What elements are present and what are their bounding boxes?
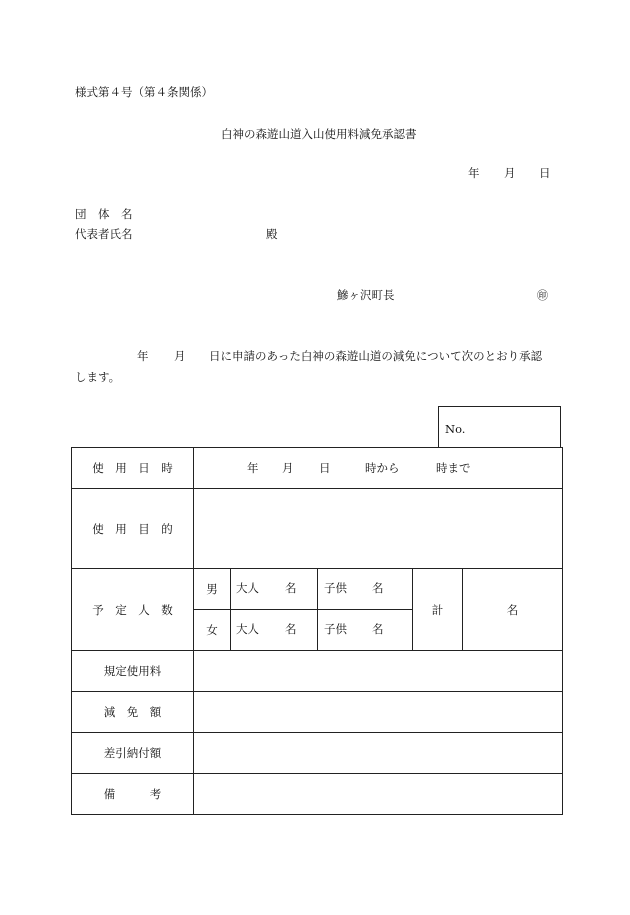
- issuer-name: 鰺ヶ沢町長: [337, 288, 395, 302]
- date-day: 日: [539, 166, 551, 180]
- usage-until: 時まで: [436, 461, 471, 475]
- form-number: 様式第４号（第４条関係）: [75, 85, 213, 99]
- female-child-unit: 名: [372, 622, 384, 636]
- usage-month: 月: [282, 461, 294, 475]
- date-year: 年: [468, 166, 480, 180]
- usage-year: 年: [247, 461, 259, 475]
- group-name-label: 団 体 名: [75, 207, 133, 221]
- remarks-value: [194, 774, 563, 815]
- reduction-value: [194, 692, 563, 733]
- row-people-male: [72, 569, 563, 610]
- row-reduction: [72, 692, 563, 733]
- honorific: 殿: [266, 227, 278, 241]
- male-adult-cell: [231, 569, 318, 610]
- male-adult-label: 大人: [236, 581, 259, 595]
- standard-fee-label: 規定使用料: [72, 651, 194, 692]
- female-label: 女: [194, 610, 231, 651]
- row-remarks: [72, 774, 563, 815]
- female-adult-label: 大人: [236, 622, 259, 636]
- remarks-label: 備 考: [72, 774, 194, 815]
- reduction-label: 減 免 額: [72, 692, 194, 733]
- female-child-label: 子供: [324, 622, 347, 636]
- body-sentence: 日に申請のあった白神の森遊山道の減免について次のとおり承認: [209, 349, 543, 363]
- female-adult-unit: 名: [285, 622, 297, 636]
- net-payment-value: [194, 733, 563, 774]
- male-child-unit: 名: [372, 581, 384, 595]
- female-child-cell: [318, 610, 413, 651]
- representative-label: 代表者氏名: [75, 227, 133, 241]
- male-label: 男: [194, 569, 231, 610]
- purpose-value: [194, 489, 563, 569]
- usage-day: 日: [319, 461, 331, 475]
- usage-datetime-value: [194, 448, 563, 489]
- male-child-label: 子供: [324, 581, 347, 595]
- body-sentence-end: します。: [75, 370, 121, 384]
- row-purpose: [72, 489, 563, 569]
- approval-table: [71, 447, 563, 815]
- row-standard-fee: [72, 651, 563, 692]
- male-adult-unit: 名: [285, 581, 297, 595]
- standard-fee-value: [194, 651, 563, 692]
- usage-from: 時から: [365, 461, 400, 475]
- usage-datetime-label: 使 用 日 時: [72, 448, 194, 489]
- total-unit: 名: [463, 569, 563, 651]
- female-adult-cell: [231, 610, 318, 651]
- male-child-cell: [318, 569, 413, 610]
- row-net-payment: [72, 733, 563, 774]
- net-payment-label: 差引納付額: [72, 733, 194, 774]
- number-box: [438, 406, 561, 447]
- people-label: 予 定 人 数: [72, 569, 194, 651]
- purpose-label: 使 用 目 的: [72, 489, 194, 569]
- body-month: 月: [174, 349, 186, 363]
- date-month: 月: [504, 166, 516, 180]
- document-title: 白神の森遊山道入山使用料減免承認書: [221, 127, 417, 141]
- total-label: 計: [413, 569, 463, 651]
- body-year: 年: [137, 349, 149, 363]
- row-usage-datetime: [72, 448, 563, 489]
- number-label: No.: [445, 422, 466, 436]
- seal-mark: ㊞: [537, 289, 548, 302]
